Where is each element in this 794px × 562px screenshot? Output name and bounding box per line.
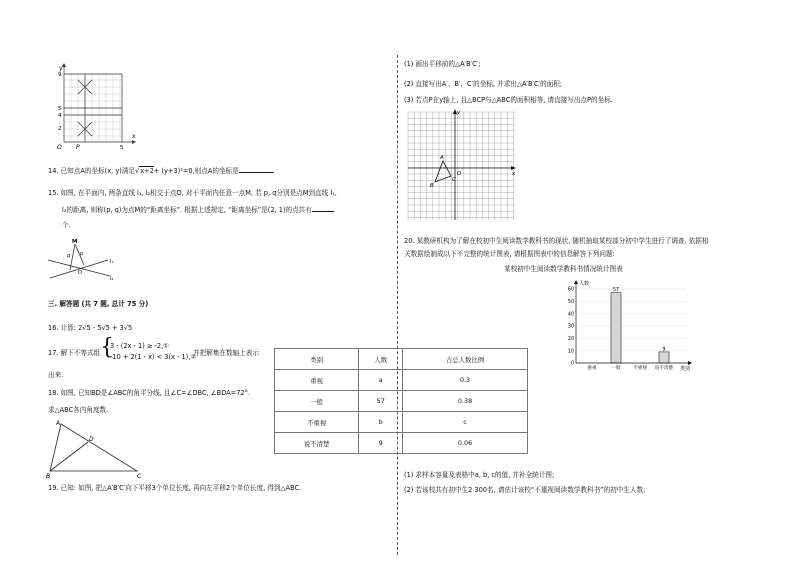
q19-part3: (3) 若点P在y轴上, 且△BCP与△ABC的面积相等, 请直接写出点P的坐标.	[404, 96, 613, 104]
chart-y-tick: 60	[567, 287, 574, 293]
chart-y-tick: 40	[567, 312, 574, 318]
q19-part1: (1) 画出平移前的△A′B′C′;	[404, 60, 481, 68]
vertex-b-label: B	[46, 473, 51, 480]
table-row	[275, 433, 528, 454]
grid-tick-9: 9	[58, 72, 62, 78]
survey-table	[274, 348, 528, 454]
grid-tick-2: 2	[58, 126, 62, 132]
point-o-label: O	[78, 270, 82, 276]
axis-x-label: x	[512, 171, 516, 177]
q14: 14. 已知点A的坐标(x, y)满足√x+2+ (y+3)²=0,则点A的坐标是 .	[48, 167, 275, 175]
chart-category-label: 一般	[611, 366, 621, 371]
table-cell: 0.06	[403, 433, 528, 454]
q-label: q	[67, 253, 71, 259]
q18-line1: 18. 如图, 已知BD是∠ABC的角平分线, 且∠C=∠DBC, ∠BDA=72°.	[48, 389, 250, 397]
chart-category-label: 说不清楚	[654, 366, 674, 371]
q19-part2: (2) 直接写出A′、B′、C′的坐标, 并求出△A′B′C′的面积;	[404, 80, 563, 88]
chart-bar	[611, 293, 621, 363]
chart-title: 某校初中生阅读数学教科书情况统计图表	[504, 265, 623, 273]
coordinate-grid-figure	[404, 108, 522, 226]
grid-p-label: P	[76, 144, 80, 150]
table-header: 占总人数比例	[403, 349, 528, 370]
q18-line2: 求△ABC各内角度数.	[48, 406, 109, 414]
triangle-abc-figure	[44, 416, 148, 480]
table-row	[275, 391, 528, 412]
chart-y-tick: 20	[567, 337, 574, 343]
vertex-a-label: A	[440, 155, 444, 161]
column-divider	[397, 55, 398, 555]
chart-category-label: 不重视	[633, 366, 647, 371]
vertex-c-label: C	[452, 177, 456, 183]
brace-symbol: {	[100, 335, 114, 360]
chart-ylabel: 人数	[579, 281, 590, 287]
grid-origin-label: O	[57, 144, 62, 150]
table-header-row	[275, 349, 528, 370]
origin-label: O	[457, 171, 462, 177]
q17-post: 并把解集在数轴上表示	[193, 349, 259, 357]
q20-part1: (1) 求样本容量及表格中a, b, c的值, 并补全统计图;	[404, 471, 555, 479]
q15-line2: l₂的距离, 则称(p, q)为点M的“距离坐标”. 根据上述规定, “距离坐标”是(2, 1)的点共有	[62, 205, 334, 215]
chart-value-label: 57	[612, 288, 620, 294]
chart-y-tick: 0	[570, 361, 574, 367]
axis-y-label: y	[457, 110, 461, 116]
line-l2-label: l₂	[110, 276, 114, 282]
table-cell: 重视	[275, 370, 359, 391]
chart-xlabel: 类别	[680, 366, 691, 371]
q20-part2: (2) 若该校共有初中生2 300名, 请估计该校“不重视阅读数学教科书”的初中生人数;	[404, 486, 646, 494]
table-row	[275, 370, 528, 391]
table-row	[275, 412, 528, 433]
section-heading: 三. 解答题 (共 7 题, 总计 75 分)	[48, 300, 149, 308]
answer-blank	[239, 166, 273, 173]
chart-y-tick: 10	[567, 349, 574, 355]
vertex-c-label: C	[137, 473, 142, 480]
q20-line1: 20. 某教研机构为了解在校初中生阅读数学教科书的现状, 随机抽取某校部分初中学生进行了调查. 依据相	[404, 237, 709, 245]
q19: 19. 已知: 如图, 把△A′B′C′向下平移3个单位长度, 再向左平移2个单位长度, 得到△ABC.	[48, 484, 302, 492]
q15-line3: 个.	[62, 221, 71, 229]
vertex-b-label: B	[430, 183, 434, 189]
distance-coordinate-figure	[46, 236, 116, 286]
q17-system	[100, 335, 197, 365]
q16: 16. 计算: 2√5 - 5√5 + 3√5	[48, 324, 133, 332]
grid-tick-5: 5	[58, 106, 62, 112]
q17-pre: 17. 解下不等式组	[48, 349, 101, 357]
grid-x-label: x	[132, 133, 136, 140]
table-cell: 9	[359, 433, 403, 454]
q17-eq2: -10 + 2(1 - x) < 3(x - 1),②	[110, 353, 197, 361]
q17-eq1: 3 - (2x - 1) ≥ -2,①	[110, 342, 170, 350]
q15-line1: 15. 如图, 在平面内, 两条直线 l₁, l₂相交于点O, 对于平面内任意一点M, 若 p, q分别是点M到直线 l₁,	[48, 189, 337, 197]
table-cell: a	[359, 370, 403, 391]
grid-y-label: y	[59, 65, 63, 72]
table-header: 人数	[359, 349, 403, 370]
vertex-d-label: D	[89, 436, 94, 443]
grid-figure	[52, 62, 138, 150]
line-l1-label: l₁	[110, 259, 114, 265]
q20-line2: 关数据绘制成以下不完整的统计图表, 请根据图表中的信息解答下列问题:	[404, 250, 615, 258]
table-cell: 不重视	[275, 412, 359, 433]
table-cell: c	[403, 412, 528, 433]
chart-bar	[659, 352, 669, 363]
table-cell: 57	[359, 391, 403, 412]
table-cell: 说不清楚	[275, 433, 359, 454]
chart-category-label: 重视	[587, 366, 597, 371]
table-cell: b	[359, 412, 403, 433]
point-m-label: M	[72, 239, 78, 245]
chart-value-label: 9	[662, 347, 666, 353]
chart-y-tick: 50	[567, 300, 574, 306]
vertex-a-label: A	[56, 420, 61, 427]
table-cell: 0.3	[403, 370, 528, 391]
chart-y-tick: 30	[567, 324, 574, 330]
q17-line2: 出来.	[48, 371, 64, 379]
table-cell: 一般	[275, 391, 359, 412]
grid-tick-x5: 5	[120, 145, 124, 150]
p-label: p	[80, 251, 84, 257]
table-header: 类别	[275, 349, 359, 370]
bar-chart	[560, 279, 700, 371]
table-cell: 0.38	[403, 391, 528, 412]
grid-tick-4: 4	[58, 113, 62, 119]
